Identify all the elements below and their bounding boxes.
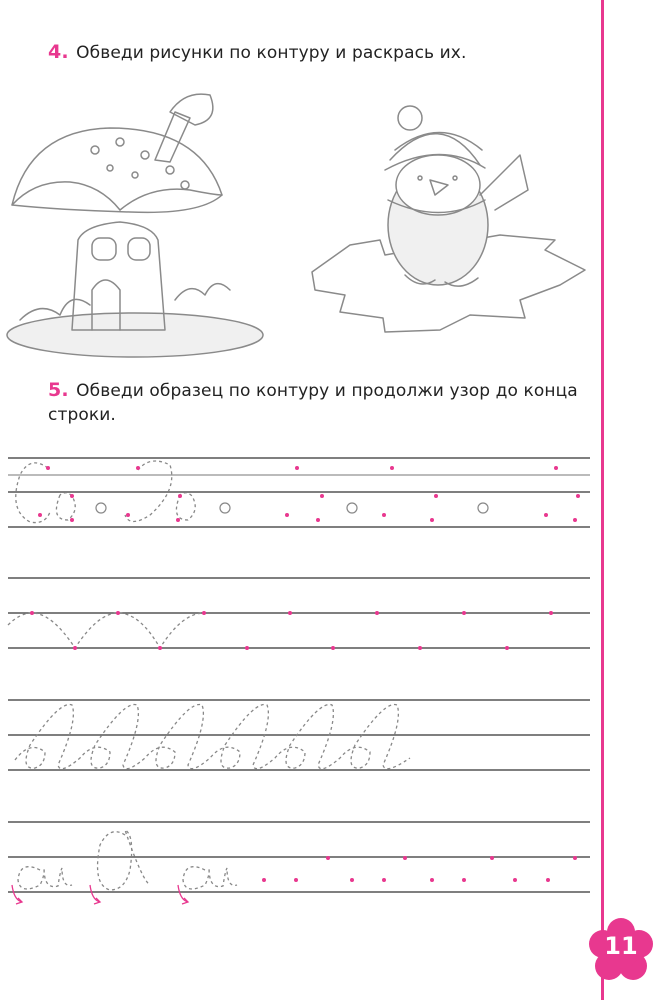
task-5-text: Обведи образец по контуру и продолжи узор до конца строки. (48, 381, 578, 425)
pattern-row-4 (12, 830, 577, 904)
page-number: 11 (604, 932, 638, 960)
task-5-number: 5. (48, 379, 69, 401)
pattern-row-3-loops (15, 705, 410, 769)
task-4-text: Обведи рисунки по контуру и раскрась их. (76, 43, 467, 63)
ruled-lines (8, 458, 590, 892)
task-4-number: 4. (48, 41, 69, 63)
pattern-row-2-wave (8, 611, 553, 650)
